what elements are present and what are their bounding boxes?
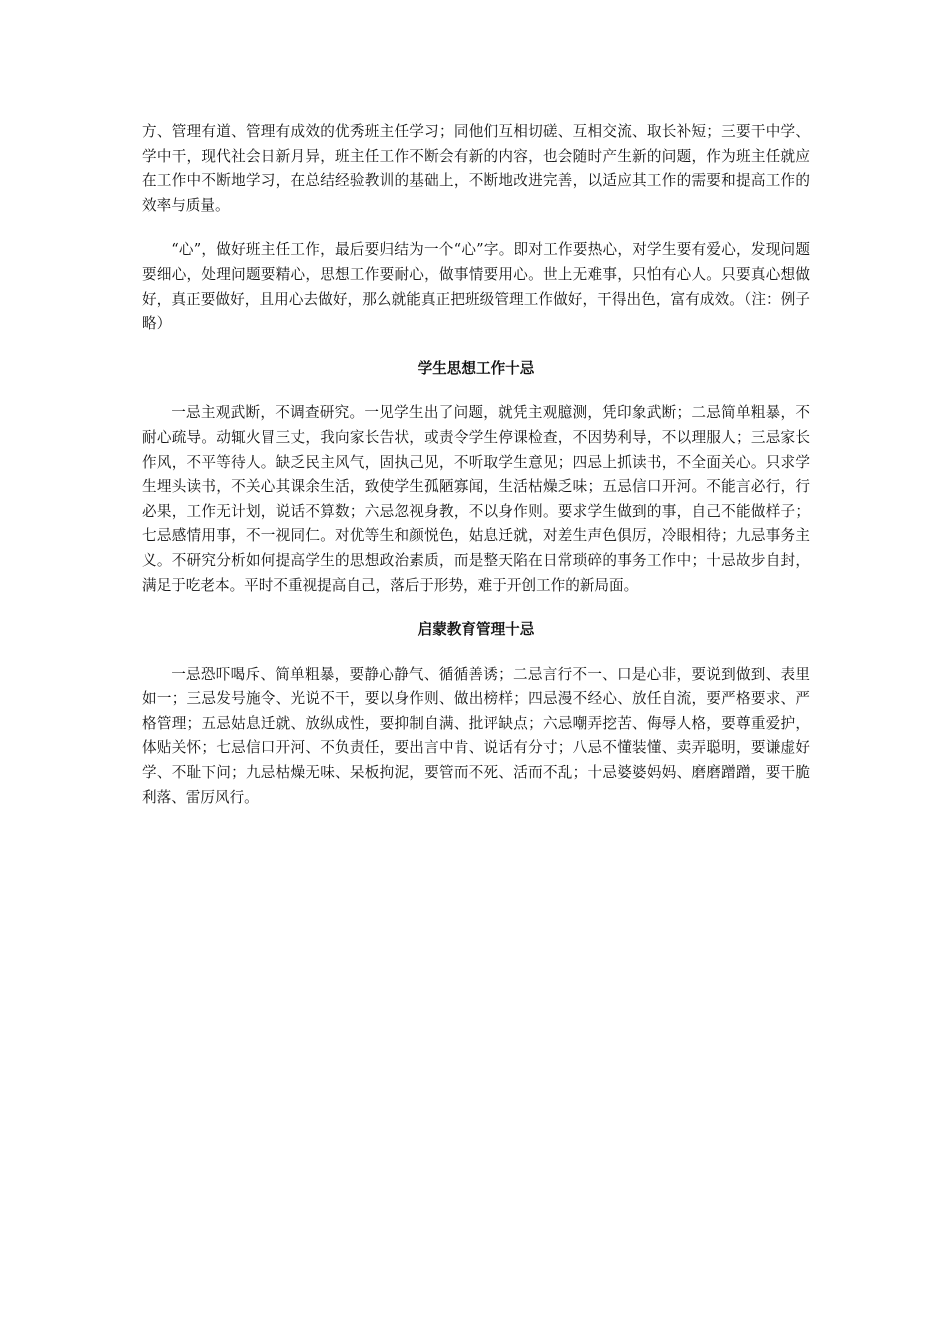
paragraph-heart: “心”，做好班主任工作，最后要归结为一个“心”字。即对工作要热心，对学生要有爱心，发现问题要细心，处理问题要精心，思想工作要耐心，做事情要用心。世上无难事，只怕有心人。只要真心想做好，真正要做好，且用心去做好，那么就能真正把班级管理工作做好，干得出色，富有成效。（注：例子略） (142, 241, 810, 333)
section-title-enlightenment: 启蒙教育管理十忌 (417, 621, 535, 639)
section-body-enlightenment: 一忌恐吓喝斥、简单粗暴，要静心静气、循循善诱；二忌言行不一、口是心非，要说到做到、表里如一；三忌发号施令、光说不干，要以身作则、做出榜样；四忌漫不经心、放任自流，要严格要求、严格管理；五忌姑息迁就、放纵成性，要抑制自满、批评缺点；六忌嘲弄挖苦、侮辱人格，要尊重爱护，体贴关怀；七忌信口开河、不负责任，要出言中肯、说话有分寸；八忌不懂装懂、卖弄聪明，要谦虚好学、不耻下问；九忌枯燥无味、呆板拘泥，要管而不死、活而不乱；十忌婆婆妈妈、磨磨蹭蹭，要干脆利落、雷厉风行。 (142, 665, 810, 806)
section-gap (142, 337, 810, 357)
paragraph-gap (142, 218, 810, 238)
paragraph-continued: 方、管理有道、管理有成效的优秀班主任学习；同他们互相切磋、互相交流、取长补短；三要干中学、学中干，现代社会日新月异，班主任工作不断会有新的内容，也会随时产生新的问题，作为班主任就应在工作中不断地学习，在总结经验教训的基础上，不断地改进完善，以适应其工作的需要和提高工作的效率与质量。 (142, 123, 810, 214)
section-gap (142, 643, 810, 663)
section-body-student-thought: 一忌主观武断，不调查研究。一见学生出了问题，就凭主观臆测，凭印象武断；二忌简单粗暴，不耐心疏导。动辄火冒三丈，我向家长告状，或责令学生停课检查，不因势利导，不以理服人；三忌家长作风，不平等待人。缺乏民主风气，固执己见，不听取学生意见；四忌上抓读书，不全面关心。只求学生埋头读书，不关心其课余生活，致使学生孤陋寡闻，生活枯燥乏味；五忌信口开河。不能言必行，行必果，工作无计划，说话不算数；六忌忽视身教，不以身作则。要求学生做到的事，自己不能做样子；七忌感情用事，不一视同仁。对优等生和颜悦色，姑息迁就，对差生声色俱厉，冷眼相待；九忌事务主义。不研究分析如何提高学生的思想政治素质，而是整天陷在日常琐碎的事务工作中；十忌故步自封，满足于吃老本。平时不重视提高自己，落后于形势，难于开创工作的新局面。 (142, 404, 810, 594)
section-title-student-thought: 学生思想工作十忌 (417, 359, 535, 377)
document-page (142, 120, 810, 810)
section-gap (142, 598, 810, 618)
section-gap (142, 381, 810, 401)
